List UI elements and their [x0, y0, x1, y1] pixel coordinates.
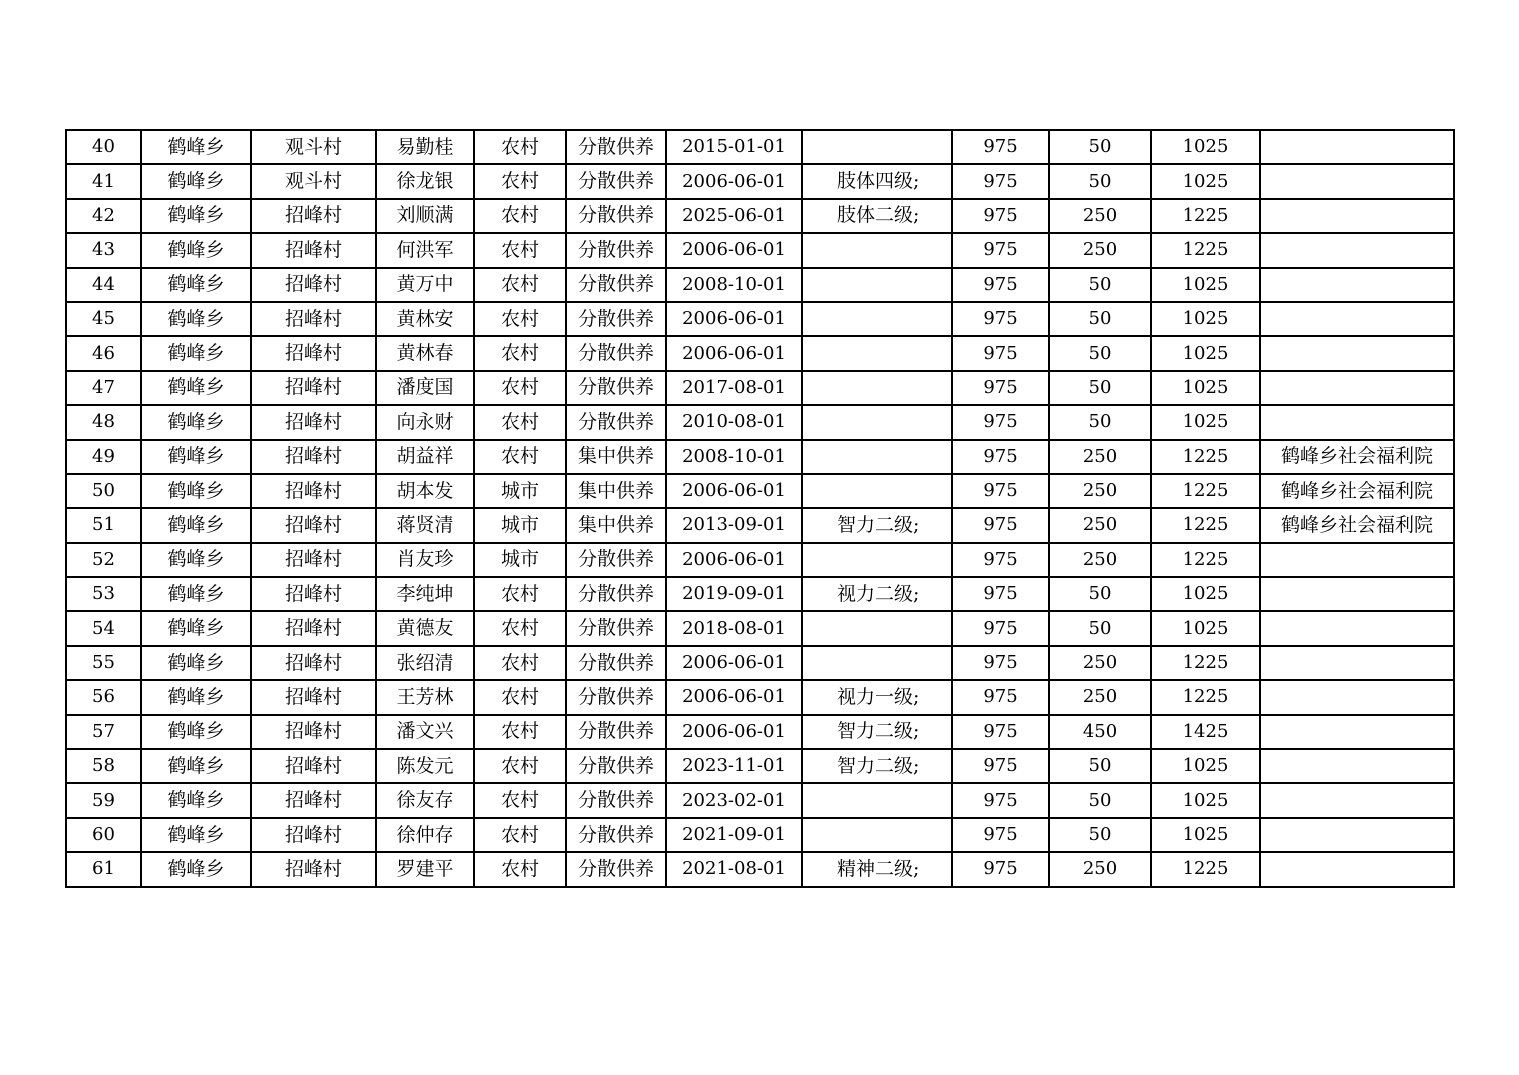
cell-base-amount: 975 — [952, 405, 1049, 439]
cell-village: 招峰村 — [251, 852, 376, 886]
cell-support-type: 分散供养 — [566, 164, 666, 198]
cell-township: 鹤峰乡 — [141, 508, 251, 542]
cell-start-date: 2021-08-01 — [666, 852, 802, 886]
cell-village: 招峰村 — [251, 440, 376, 474]
cell-total-amount: 1025 — [1151, 302, 1260, 336]
cell-extra-amount: 250 — [1049, 440, 1151, 474]
cell-base-amount: 975 — [952, 268, 1049, 302]
cell-disability: 智力二级; — [802, 508, 952, 542]
cell-support-type: 分散供养 — [566, 611, 666, 645]
cell-household-type: 农村 — [474, 405, 566, 439]
cell-township: 鹤峰乡 — [141, 302, 251, 336]
cell-support-type: 分散供养 — [566, 646, 666, 680]
cell-institution — [1260, 164, 1454, 198]
cell-township: 鹤峰乡 — [141, 749, 251, 783]
cell-village: 招峰村 — [251, 199, 376, 233]
cell-person-name: 黄德友 — [376, 611, 474, 645]
cell-start-date: 2015-01-01 — [666, 130, 802, 164]
cell-person-name: 潘度国 — [376, 371, 474, 405]
cell-person-name: 易勤桂 — [376, 130, 474, 164]
cell-household-type: 农村 — [474, 130, 566, 164]
table-row — [66, 818, 1454, 852]
cell-institution — [1260, 268, 1454, 302]
cell-institution — [1260, 233, 1454, 267]
cell-serial-number: 40 — [66, 130, 141, 164]
cell-total-amount: 1225 — [1151, 543, 1260, 577]
cell-serial-number: 61 — [66, 852, 141, 886]
cell-total-amount: 1025 — [1151, 268, 1260, 302]
table-row — [66, 646, 1454, 680]
cell-institution — [1260, 749, 1454, 783]
cell-household-type: 农村 — [474, 268, 566, 302]
cell-base-amount: 975 — [952, 164, 1049, 198]
cell-disability — [802, 611, 952, 645]
cell-support-type: 分散供养 — [566, 233, 666, 267]
cell-serial-number: 46 — [66, 336, 141, 370]
cell-total-amount: 1025 — [1151, 818, 1260, 852]
cell-support-type: 分散供养 — [566, 268, 666, 302]
cell-extra-amount: 50 — [1049, 336, 1151, 370]
cell-base-amount: 975 — [952, 543, 1049, 577]
cell-household-type: 农村 — [474, 646, 566, 680]
cell-institution — [1260, 371, 1454, 405]
cell-disability — [802, 336, 952, 370]
cell-total-amount: 1225 — [1151, 199, 1260, 233]
cell-extra-amount: 250 — [1049, 199, 1151, 233]
cell-extra-amount: 50 — [1049, 130, 1151, 164]
cell-township: 鹤峰乡 — [141, 680, 251, 714]
cell-extra-amount: 250 — [1049, 543, 1151, 577]
table-row — [66, 268, 1454, 302]
table-row — [66, 371, 1454, 405]
cell-township: 鹤峰乡 — [141, 233, 251, 267]
cell-person-name: 潘文兴 — [376, 715, 474, 749]
table-row — [66, 474, 1454, 508]
cell-support-type: 分散供养 — [566, 577, 666, 611]
cell-serial-number: 45 — [66, 302, 141, 336]
cell-household-type: 农村 — [474, 164, 566, 198]
cell-institution — [1260, 611, 1454, 645]
cell-total-amount: 1025 — [1151, 749, 1260, 783]
cell-disability: 视力二级; — [802, 577, 952, 611]
cell-base-amount: 975 — [952, 474, 1049, 508]
cell-start-date: 2006-06-01 — [666, 715, 802, 749]
cell-extra-amount: 250 — [1049, 852, 1151, 886]
cell-township: 鹤峰乡 — [141, 371, 251, 405]
cell-base-amount: 975 — [952, 371, 1049, 405]
cell-extra-amount: 250 — [1049, 508, 1151, 542]
cell-village: 招峰村 — [251, 268, 376, 302]
cell-total-amount: 1225 — [1151, 508, 1260, 542]
cell-start-date: 2023-02-01 — [666, 783, 802, 817]
cell-base-amount: 975 — [952, 577, 1049, 611]
cell-start-date: 2008-10-01 — [666, 440, 802, 474]
cell-extra-amount: 50 — [1049, 268, 1151, 302]
cell-household-type: 农村 — [474, 336, 566, 370]
cell-extra-amount: 50 — [1049, 749, 1151, 783]
table-row — [66, 783, 1454, 817]
cell-person-name: 陈发元 — [376, 749, 474, 783]
support-recipients-table — [65, 129, 1455, 888]
cell-disability — [802, 405, 952, 439]
cell-total-amount: 1225 — [1151, 440, 1260, 474]
cell-disability — [802, 371, 952, 405]
cell-village: 招峰村 — [251, 577, 376, 611]
cell-village: 招峰村 — [251, 715, 376, 749]
cell-base-amount: 975 — [952, 783, 1049, 817]
cell-household-type: 农村 — [474, 577, 566, 611]
cell-start-date: 2008-10-01 — [666, 268, 802, 302]
cell-village: 招峰村 — [251, 783, 376, 817]
cell-start-date: 2019-09-01 — [666, 577, 802, 611]
cell-person-name: 徐友存 — [376, 783, 474, 817]
cell-person-name: 张绍清 — [376, 646, 474, 680]
cell-township: 鹤峰乡 — [141, 268, 251, 302]
cell-disability: 肢体四级; — [802, 164, 952, 198]
cell-institution: 鹤峰乡社会福利院 — [1260, 508, 1454, 542]
cell-serial-number: 54 — [66, 611, 141, 645]
cell-institution — [1260, 302, 1454, 336]
cell-serial-number: 57 — [66, 715, 141, 749]
cell-extra-amount: 250 — [1049, 233, 1151, 267]
cell-township: 鹤峰乡 — [141, 646, 251, 680]
table-row — [66, 611, 1454, 645]
table-row — [66, 164, 1454, 198]
cell-start-date: 2006-06-01 — [666, 336, 802, 370]
cell-village: 招峰村 — [251, 818, 376, 852]
cell-base-amount: 975 — [952, 336, 1049, 370]
cell-village: 招峰村 — [251, 646, 376, 680]
cell-institution — [1260, 199, 1454, 233]
cell-support-type: 分散供养 — [566, 715, 666, 749]
cell-support-type: 分散供养 — [566, 130, 666, 164]
cell-support-type: 分散供养 — [566, 818, 666, 852]
cell-support-type: 集中供养 — [566, 474, 666, 508]
cell-total-amount: 1225 — [1151, 852, 1260, 886]
cell-extra-amount: 50 — [1049, 371, 1151, 405]
cell-township: 鹤峰乡 — [141, 130, 251, 164]
cell-support-type: 分散供养 — [566, 336, 666, 370]
cell-base-amount: 975 — [952, 646, 1049, 680]
cell-disability — [802, 783, 952, 817]
table-row — [66, 508, 1454, 542]
cell-institution: 鹤峰乡社会福利院 — [1260, 440, 1454, 474]
cell-village: 招峰村 — [251, 474, 376, 508]
cell-total-amount: 1025 — [1151, 577, 1260, 611]
cell-institution — [1260, 336, 1454, 370]
cell-start-date: 2006-06-01 — [666, 164, 802, 198]
cell-person-name: 黄林春 — [376, 336, 474, 370]
cell-start-date: 2010-08-01 — [666, 405, 802, 439]
cell-total-amount: 1025 — [1151, 336, 1260, 370]
cell-township: 鹤峰乡 — [141, 577, 251, 611]
cell-institution — [1260, 577, 1454, 611]
cell-support-type: 分散供养 — [566, 852, 666, 886]
cell-extra-amount: 50 — [1049, 164, 1151, 198]
table-row — [66, 233, 1454, 267]
cell-extra-amount: 250 — [1049, 646, 1151, 680]
table-row — [66, 543, 1454, 577]
cell-disability — [802, 268, 952, 302]
cell-support-type: 分散供养 — [566, 199, 666, 233]
cell-institution — [1260, 680, 1454, 714]
cell-start-date: 2006-06-01 — [666, 646, 802, 680]
cell-person-name: 蒋贤清 — [376, 508, 474, 542]
cell-village: 招峰村 — [251, 302, 376, 336]
cell-serial-number: 52 — [66, 543, 141, 577]
table-row — [66, 199, 1454, 233]
cell-person-name: 黄万中 — [376, 268, 474, 302]
cell-disability — [802, 440, 952, 474]
cell-start-date: 2025-06-01 — [666, 199, 802, 233]
cell-total-amount: 1225 — [1151, 646, 1260, 680]
cell-household-type: 农村 — [474, 199, 566, 233]
cell-disability: 肢体二级; — [802, 199, 952, 233]
cell-household-type: 农村 — [474, 715, 566, 749]
cell-disability — [802, 233, 952, 267]
cell-start-date: 2006-06-01 — [666, 680, 802, 714]
cell-institution — [1260, 405, 1454, 439]
cell-household-type: 城市 — [474, 543, 566, 577]
table-row — [66, 440, 1454, 474]
cell-disability — [802, 474, 952, 508]
cell-support-type: 分散供养 — [566, 405, 666, 439]
cell-serial-number: 44 — [66, 268, 141, 302]
cell-extra-amount: 50 — [1049, 818, 1151, 852]
cell-total-amount: 1025 — [1151, 405, 1260, 439]
cell-start-date: 2006-06-01 — [666, 233, 802, 267]
cell-township: 鹤峰乡 — [141, 440, 251, 474]
cell-village: 招峰村 — [251, 508, 376, 542]
cell-person-name: 李纯坤 — [376, 577, 474, 611]
cell-base-amount: 975 — [952, 440, 1049, 474]
cell-serial-number: 60 — [66, 818, 141, 852]
cell-extra-amount: 50 — [1049, 611, 1151, 645]
cell-support-type: 分散供养 — [566, 680, 666, 714]
cell-base-amount: 975 — [952, 680, 1049, 714]
cell-township: 鹤峰乡 — [141, 783, 251, 817]
table-row — [66, 577, 1454, 611]
cell-disability: 视力一级; — [802, 680, 952, 714]
cell-start-date: 2023-11-01 — [666, 749, 802, 783]
cell-person-name: 黄林安 — [376, 302, 474, 336]
cell-total-amount: 1025 — [1151, 130, 1260, 164]
cell-village: 招峰村 — [251, 233, 376, 267]
cell-base-amount: 975 — [952, 818, 1049, 852]
cell-serial-number: 42 — [66, 199, 141, 233]
cell-extra-amount: 250 — [1049, 474, 1151, 508]
cell-serial-number: 47 — [66, 371, 141, 405]
cell-person-name: 何洪军 — [376, 233, 474, 267]
cell-base-amount: 975 — [952, 508, 1049, 542]
cell-village: 招峰村 — [251, 749, 376, 783]
cell-household-type: 农村 — [474, 749, 566, 783]
cell-institution: 鹤峰乡社会福利院 — [1260, 474, 1454, 508]
cell-total-amount: 1025 — [1151, 164, 1260, 198]
cell-serial-number: 58 — [66, 749, 141, 783]
cell-household-type: 农村 — [474, 818, 566, 852]
table-row — [66, 302, 1454, 336]
cell-base-amount: 975 — [952, 715, 1049, 749]
cell-support-type: 分散供养 — [566, 302, 666, 336]
cell-support-type: 分散供养 — [566, 543, 666, 577]
cell-township: 鹤峰乡 — [141, 611, 251, 645]
cell-serial-number: 59 — [66, 783, 141, 817]
table-row — [66, 749, 1454, 783]
cell-institution — [1260, 130, 1454, 164]
cell-person-name: 胡益祥 — [376, 440, 474, 474]
table-row — [66, 130, 1454, 164]
cell-total-amount: 1225 — [1151, 474, 1260, 508]
cell-start-date: 2013-09-01 — [666, 508, 802, 542]
cell-disability — [802, 543, 952, 577]
cell-village: 招峰村 — [251, 336, 376, 370]
cell-serial-number: 51 — [66, 508, 141, 542]
cell-township: 鹤峰乡 — [141, 543, 251, 577]
cell-household-type: 农村 — [474, 440, 566, 474]
cell-township: 鹤峰乡 — [141, 715, 251, 749]
table-row — [66, 680, 1454, 714]
cell-base-amount: 975 — [952, 852, 1049, 886]
cell-extra-amount: 450 — [1049, 715, 1151, 749]
cell-household-type: 城市 — [474, 508, 566, 542]
cell-household-type: 农村 — [474, 852, 566, 886]
cell-household-type: 农村 — [474, 371, 566, 405]
cell-extra-amount: 50 — [1049, 577, 1151, 611]
cell-disability: 精神二级; — [802, 852, 952, 886]
cell-township: 鹤峰乡 — [141, 336, 251, 370]
cell-base-amount: 975 — [952, 302, 1049, 336]
cell-village: 招峰村 — [251, 680, 376, 714]
cell-disability: 智力二级; — [802, 749, 952, 783]
cell-extra-amount: 50 — [1049, 783, 1151, 817]
table-row — [66, 852, 1454, 886]
cell-township: 鹤峰乡 — [141, 852, 251, 886]
cell-extra-amount: 50 — [1049, 302, 1151, 336]
cell-household-type: 农村 — [474, 680, 566, 714]
cell-household-type: 农村 — [474, 611, 566, 645]
cell-start-date: 2021-09-01 — [666, 818, 802, 852]
cell-start-date: 2006-06-01 — [666, 543, 802, 577]
cell-village: 招峰村 — [251, 611, 376, 645]
cell-institution — [1260, 543, 1454, 577]
cell-village: 观斗村 — [251, 164, 376, 198]
cell-serial-number: 50 — [66, 474, 141, 508]
cell-person-name: 罗建平 — [376, 852, 474, 886]
cell-disability — [802, 130, 952, 164]
cell-household-type: 农村 — [474, 302, 566, 336]
cell-serial-number: 56 — [66, 680, 141, 714]
cell-disability: 智力二级; — [802, 715, 952, 749]
cell-village: 招峰村 — [251, 371, 376, 405]
cell-institution — [1260, 715, 1454, 749]
cell-village: 招峰村 — [251, 405, 376, 439]
cell-support-type: 分散供养 — [566, 371, 666, 405]
cell-township: 鹤峰乡 — [141, 199, 251, 233]
cell-support-type: 分散供养 — [566, 749, 666, 783]
cell-serial-number: 49 — [66, 440, 141, 474]
cell-support-type: 集中供养 — [566, 508, 666, 542]
cell-household-type: 农村 — [474, 783, 566, 817]
cell-township: 鹤峰乡 — [141, 405, 251, 439]
cell-total-amount: 1025 — [1151, 371, 1260, 405]
cell-person-name: 王芳林 — [376, 680, 474, 714]
cell-base-amount: 975 — [952, 749, 1049, 783]
cell-institution — [1260, 783, 1454, 817]
cell-village: 观斗村 — [251, 130, 376, 164]
cell-township: 鹤峰乡 — [141, 164, 251, 198]
cell-township: 鹤峰乡 — [141, 474, 251, 508]
table-row — [66, 336, 1454, 370]
cell-person-name: 胡本发 — [376, 474, 474, 508]
cell-serial-number: 55 — [66, 646, 141, 680]
cell-disability — [802, 646, 952, 680]
cell-household-type: 城市 — [474, 474, 566, 508]
table-body — [66, 130, 1454, 887]
cell-start-date: 2018-08-01 — [666, 611, 802, 645]
cell-village: 招峰村 — [251, 543, 376, 577]
cell-person-name: 刘顺满 — [376, 199, 474, 233]
cell-start-date: 2017-08-01 — [666, 371, 802, 405]
cell-base-amount: 975 — [952, 199, 1049, 233]
cell-total-amount: 1225 — [1151, 233, 1260, 267]
cell-start-date: 2006-06-01 — [666, 302, 802, 336]
cell-total-amount: 1425 — [1151, 715, 1260, 749]
cell-person-name: 向永财 — [376, 405, 474, 439]
cell-base-amount: 975 — [952, 233, 1049, 267]
cell-serial-number: 53 — [66, 577, 141, 611]
cell-disability — [802, 818, 952, 852]
cell-extra-amount: 250 — [1049, 680, 1151, 714]
cell-serial-number: 48 — [66, 405, 141, 439]
cell-serial-number: 41 — [66, 164, 141, 198]
table-row — [66, 715, 1454, 749]
cell-township: 鹤峰乡 — [141, 818, 251, 852]
cell-support-type: 集中供养 — [566, 440, 666, 474]
cell-total-amount: 1225 — [1151, 680, 1260, 714]
cell-person-name: 徐龙银 — [376, 164, 474, 198]
cell-institution — [1260, 818, 1454, 852]
cell-extra-amount: 50 — [1049, 405, 1151, 439]
cell-person-name: 徐仲存 — [376, 818, 474, 852]
cell-base-amount: 975 — [952, 130, 1049, 164]
cell-start-date: 2006-06-01 — [666, 474, 802, 508]
cell-base-amount: 975 — [952, 611, 1049, 645]
cell-disability — [802, 302, 952, 336]
cell-serial-number: 43 — [66, 233, 141, 267]
cell-institution — [1260, 646, 1454, 680]
table-row — [66, 405, 1454, 439]
cell-person-name: 肖友珍 — [376, 543, 474, 577]
cell-household-type: 农村 — [474, 233, 566, 267]
cell-support-type: 分散供养 — [566, 783, 666, 817]
cell-institution — [1260, 852, 1454, 886]
cell-total-amount: 1025 — [1151, 611, 1260, 645]
cell-total-amount: 1025 — [1151, 783, 1260, 817]
